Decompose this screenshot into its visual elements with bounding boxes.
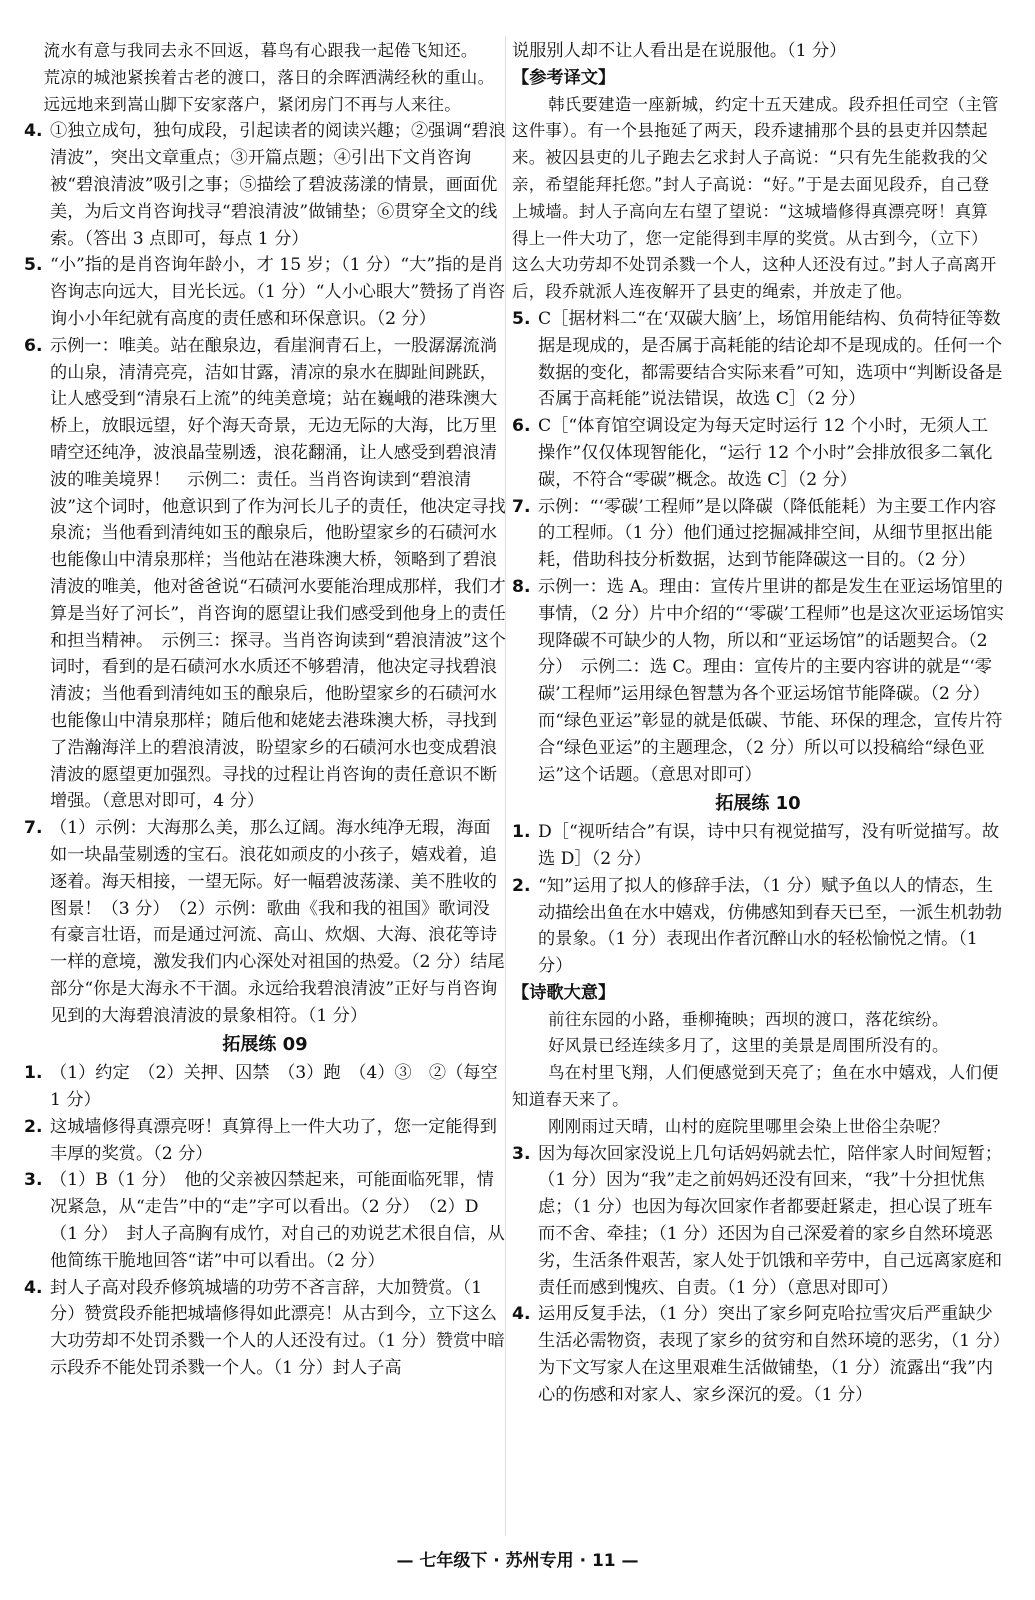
item-number: 5.: [24, 255, 43, 276]
item-number: 1.: [512, 822, 531, 843]
item-text: 示例：“‘零碳’工程师”是以降碳（降低能耗）为主要工作内容的工程师。（1 分）他们通过挖掘减排空间，从细节里抠出能耗，借助科技分析数据，达到节能降碳这一目的。（2 分）: [538, 496, 997, 571]
answer-item: [24, 815, 506, 1029]
item-number: 4.: [512, 1304, 531, 1325]
item-text: （1）示例：大海那么美，那么辽阔。海水纯净无瑕，海面如一块晶莹剔透的宝石。浪花如顽皮的小孩子，嬉戏着，追逐着。海天相接，一望无际。好一幅碧波荡漾、美不胜收的图景！（3 分） （2）示例：歌曲《我和我的祖国》歌词没有豪言壮语，而是通过河流、高山、炊烟、大海、浪花等诗一样的意境，激发我们内心深处对祖国的热爱。（2 分）结尾部分“你是大海永不干涸。永远给我碧浪清波”正好与肖咨询见到的大海碧浪清波的景象相符。（1 分）: [50, 818, 505, 1026]
answer-item: [24, 1167, 506, 1274]
answer-item: [512, 819, 1004, 873]
left-column: [24, 38, 506, 1382]
item-number: 3.: [512, 1143, 531, 1164]
item-number: 7.: [24, 818, 43, 839]
answer-item: [24, 1060, 506, 1114]
answer-item: [512, 1141, 1004, 1302]
translation-line: 流水有意与我同去永不回返，暮鸟有心跟我一起倦飞知还。: [43, 41, 478, 60]
item-text: 示例一：选 A。理由：宣传片里讲的都是发生在亚运场馆里的事情，（2 分）片中介绍的“‘零碳’工程师”也是这次亚运场馆实现降碳不可缺少的人物，所以和“亚运场馆”的话题契合。（2 分） 示例二：选 C。理由：宣传片的主要内容讲的就是“‘零碳’工程师”运用绿色智慧为各个亚运场馆节能降碳。（2 分）而“绿色亚运”彰显的就是低碳、节能、环保的理念，宣传片符合“绿色亚运”的主题理念，（2 分）所以可以投稿给“绿色亚运”这个话题。（意思对即可）: [538, 576, 1004, 785]
answer-item: [512, 574, 1004, 788]
answer-item: [512, 1301, 1004, 1408]
poem-meaning-title: 【诗歌大意】: [512, 982, 616, 1003]
item-text: “知”运用了拟人的修辞手法，（1 分）赋予鱼以人的情态，生动描绘出鱼在水中嬉戏，仿佛感知到春天已至，一派生机勃勃的景象。（1 分）表现出作者沉醉山水的轻松愉悦之情。（1 分）: [538, 875, 1003, 977]
item-text: 封人子高对段乔修筑城墙的功劳不吝言辞，大加赞赏。（1 分）赞赏段乔能把城墙修得如此漂亮！从古到今，立下这么大功劳却不处罚杀戮一个人的人还没有过。（1 分）赞赏中暗示段乔不能处罚杀戮一个人。（1 分）封人子高: [50, 1277, 505, 1379]
answer-item: [24, 333, 506, 815]
item-text: C［“体育馆空调设定为每天定时运行 12 个小时，无须人工操作”仅仅体现智能化，“运行 12 个小时”会排放很多二氧化碳，不符合“零碳”概念。故选 C］（2 分）: [538, 416, 993, 490]
item-text: “小”指的是肖咨询年龄小，才 15 岁；（1 分）“大”指的是肖咨询志向远大，目光长远。（1 分）“人小心眼大”赞扬了肖咨询小小年纪就有高度的责任感和环保意识。（2 分）: [50, 255, 506, 329]
poem-line: 前往东园的小路，垂柳掩映；西坝的渡口，落花缤纷。: [548, 1009, 949, 1029]
item-text: C［据材料二“在‘双碳大脑’上，场馆用能结构、负荷特征等数据是现成的，是否属于高耗能的结论却不是现成的。任何一个数据的变化，都需要结合实际来看”可知，选项中“判断设备是否属于高耗能”说法错误，故选 C］（2 分）: [538, 308, 1003, 410]
item-number: 1.: [24, 1063, 43, 1084]
poem-line: 鸟在村里飞翔，人们便感觉到天亮了；鱼在水中嬉戏，人们便知道春天来了。: [512, 1063, 999, 1110]
item-text: ①独立成句，独句成段，引起读者的阅读兴趣；②强调“碧浪清波”，突出文章重点；③开篇点题；④引出下文肖咨询被“碧浪清波”吸引之事；⑤描绘了碧波荡漾的情景，画面优美，为后文肖咨询找寻“碧浪清波”做铺垫；⑥贯穿全文的线索。（答出 3 点即可，每点 1 分）: [50, 121, 506, 249]
item-number: 3.: [24, 1170, 43, 1191]
item-number: 5.: [512, 308, 531, 329]
answer-item: [512, 306, 1004, 413]
item-text: D［“视听结合”有误，诗中只有视觉描写，没有听觉描写。故选 D］（2 分）: [538, 822, 1000, 869]
continuation-text: 说服别人却不让人看出是在说服他。（1 分）: [512, 41, 847, 61]
right-column: [512, 38, 1004, 1409]
item-text: （1）约定 （2）关押、囚禁 （3）跑 （4）③ ②（每空 1 分）: [50, 1063, 498, 1111]
answer-item: [512, 873, 1004, 980]
poem-line: 刚刚雨过天晴，山村的庭院里哪里会染上世俗尘杂呢？: [548, 1116, 949, 1136]
page-footer: — 七年级下 · 苏州专用 · 11 —: [396, 1551, 639, 1571]
section-title-09: 拓展练 09: [222, 1034, 308, 1056]
translation-line: 荒凉的城池紧挨着古老的渡口，落日的余晖洒满经秋的重山。: [43, 67, 495, 87]
item-number: 6.: [512, 416, 531, 437]
item-number: 4.: [24, 121, 43, 142]
translation-line: 远远地来到嵩山脚下安家落户，紧闭房门不再与人来往。: [43, 94, 461, 114]
answer-item: [512, 413, 1004, 493]
poem-line: 好风景已经连续多月了，这里的美景是周围所没有的。: [548, 1036, 949, 1056]
item-text: 这城墙修得真漂亮呀！真算得上一件大功了，您一定能得到丰厚的奖赏。（2 分）: [50, 1116, 497, 1164]
item-number: 6.: [24, 335, 43, 356]
item-number: 7.: [512, 496, 531, 517]
item-number: 4.: [24, 1277, 43, 1298]
answer-item: [24, 118, 506, 252]
answer-item: [24, 1275, 506, 1382]
answer-item: [24, 252, 506, 332]
item-text: （1）B（1 分） 他的父亲被囚禁起来，可能面临死罪，情况紧急，从“走告”中的“走”字可以看出。（2 分） （2）D（1 分） 封人子高胸有成竹，对自己的劝说艺术很自信，从他简练干脆地回答“诺”中可以看出。（2 分）: [50, 1170, 505, 1271]
section-title-10: 拓展练 10: [715, 793, 801, 815]
item-number: 2.: [512, 875, 531, 896]
item-number: 2.: [24, 1116, 43, 1137]
item-text: 因为每次回家没说上几句话妈妈就去忙，陪伴家人时间短暂；（1 分）因为“我”走之前妈妈还没有回来，“我”十分担忧焦虑；（1 分）也因为每次回家作者都要赶紧走，担心误了班车而不舍、牵挂；（1 分）还因为自己深爱着的家乡自然环境恶劣，生活条件艰苦，家人处于饥饿和辛劳中，自己远离家庭和责任而感到愧疚、自责。（1 分）（意思对即可）: [538, 1143, 1003, 1298]
reference-translation-title: 【参考译文】: [512, 67, 616, 88]
item-text: 运用反复手法，（1 分）突出了家乡阿克哈拉雪灾后严重缺少生活必需物资，表现了家乡的贫穷和自然环境的恶劣，（1 分）为下文写家人在这里艰难生活做铺垫，（1 分）流露出“我”内心的伤感和对家人、家乡深沉的爱。（1 分）: [538, 1304, 1002, 1405]
item-text: 示例一：唯美。站在酿泉边，看崖涧青石上，一股潺潺流淌的山泉，清清亮亮，洁如甘露，清凉的泉水在脚趾间跳跃，让人感受到“清泉石上流”的纯美意境；站在巍峨的港珠澳大桥上，放眼远望，好个海天奇景，无边无际的大海，比万里晴空还纯净，波浪晶莹剔透，浪花翻涌，让人感受到碧浪清波的唯美境界！ 示例二：责任。当肖咨询读到“碧浪清波”这个词时，他意识到了作为河长儿子的责任，他决定寻找泉流；当他看到清纯如玉的酿泉后，他盼望家乡的石碛河水也能像山中清泉那样；当他站在港珠澳大桥，领略到了碧浪清波的唯美，他对爸爸说“石碛河水要能治理成那样，我们才算是当好了河长”，肖咨询的愿望让我们感受到他身上的责任和担当精神。 示例三：探寻。当肖咨询读到“碧浪清波”这个词时，看到的是石碛河水水质还不够碧清，他决定寻找碧浪清波；当他看到清纯如玉的酿泉后，他盼望家乡的石碛河水也能像山中清泉那样；随后他和姥姥去港珠澳大桥，寻找到了浩瀚海洋上的碧浪清波，盼望家乡的石碛河水也变成碧浪清波的愿望更加强烈。寻找的过程让肖咨询的责任意识不断增强。（意思对即可，4 分）: [50, 335, 506, 812]
answer-item: [512, 494, 1004, 574]
item-number: 8.: [512, 576, 531, 597]
reference-translation-text: 韩氏要建造一座新城，约定十五天建成。段乔担任司空（主管这件事）。有一个县拖延了两天，段乔逮捕那个县的县吏并囚禁起来。被囚县吏的儿子跑去乞求封人子高说：“只有先生能救我的父亲，希望能拜托您。”封人子高说：“好。”于是去面见段乔，自己登上城墙。封人子高向左右望了望说：“这城墙修得真漂亮呀！真算得上一件大功了，您一定能得到丰厚的奖赏。从古到今，（立下）这么大功劳却不处罚杀戮一个人，这种人还没有过。”封人子高离开后，段乔就派人连夜解开了县吏的绳索，并放走了他。: [512, 94, 999, 302]
answer-item: [24, 1114, 506, 1168]
